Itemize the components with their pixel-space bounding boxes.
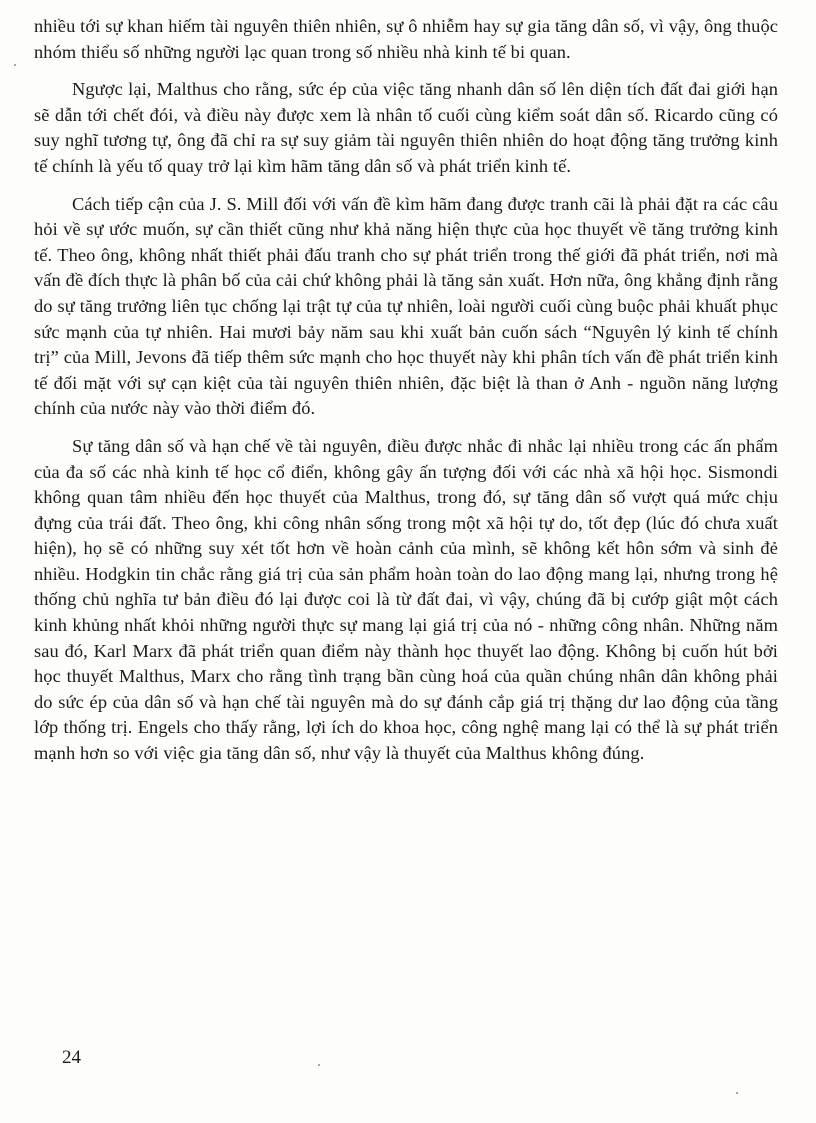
body-text [34,14,778,779]
scan-speck [318,1064,320,1066]
page-number: 24 [62,1047,81,1068]
paragraph-continuation: nhiều tới sự khan hiếm tài nguyên thiên nhiên, sự ô nhiễm hay sự gia tăng dân số, vì vậy, ông thuộc nhóm thiểu số những người lạc quan trong số nhiều nhà kinh tế bi quan. [34,16,778,62]
scan-speck [14,64,16,66]
paragraph-mill-jevons: Cách tiếp cận của J. S. Mill đối với vấn đề kìm hãm đang được tranh cãi là phải đặt ra các câu hỏi về sự ước muốn, sự cần thiết cũng như khả năng hiện thực của học thuyết về tăng trưởng kinh tế. Theo ông, không nhất thiết phải đấu tranh cho sự phát triển trong thế giới đã phát triển, nơi mà vấn đề đích thực là phân bố của cải chứ không phải là tăng sản xuất. Hơn nữa, ông khẳng định rằng do sự tăng trưởng liên tục chống lại trật tự của tự nhiên, loài người cuối cùng buộc phải khuất phục sức mạnh của tự nhiên. Hai mươi bảy năm sau khi xuất bản cuốn sách “Nguyên lý kinh tế chính trị” của Mill, Jevons đã tiếp thêm sức mạnh cho học thuyết này khi phân tích vấn đề phát triển kinh tế đối mặt với sự cạn kiệt của tài nguyên thiên nhiên, đặc biệt là than ở Anh - nguồn năng lượng chính của nước này vào thời điểm đó. [34,193,778,419]
paragraph-sociologists: Sự tăng dân số và hạn chế về tài nguyên, điều được nhắc đi nhắc lại nhiều trong các ấn phẩm của đa số các nhà kinh tế học cổ điển, không gây ấn tượng đối với các nhà xã hội học. Sismondi không quan tâm nhiều đến học thuyết của Malthus, trong đó, sự tăng dân số vượt quá mức chịu đựng của trái đất. Theo ông, khi công nhân sống trong một xã hội tự do, tốt đẹp (lúc đó chưa xuất hiện), họ sẽ có những suy xét tốt hơn về hoàn cảnh của mình, sẽ không kết hôn sớm và sinh đẻ nhiều. Hodgkin tin chắc rằng giá trị của sản phẩm hoàn toàn do lao động mang lại, nhưng trong hệ thống chủ nghĩa tư bản điều đó lại được coi là từ đất đai, vì vậy, chúng đã bị cướp giật một cách kinh khủng nhất khỏi những người thực sự mang lại giá trị của nó - những công nhân. Những năm sau đó, Karl Marx đã phát triển quan điểm này thành học thuyết lao động. Không bị cuốn hút bởi học thuyết Malthus, Marx cho rằng tình trạng bần cùng hoá của quần chúng nhân dân không phải do sức ép của dân số và hạn chế tài nguyên mà do sự đánh cắp giá trị thặng dư lao động của tầng lớp thống trị. Engels cho thấy rằng, lợi ích do khoa học, công nghệ mang lại có thể là sự phát triển mạnh hơn so với việc gia tăng dân số, như vậy là thuyết của Malthus không đúng. [34,435,778,764]
scan-speck [736,1092,738,1094]
paragraph-malthus-ricardo: Ngược lại, Malthus cho rằng, sức ép của việc tăng nhanh dân số lên diện tích đất đai giới hạn sẽ dẫn tới chết đói, và điều này được xem là nhân tố cuối cùng kiểm soát dân số. Ricardo cũng có suy nghĩ tương tự, ông đã chỉ ra sự suy giảm tài nguyên thiên nhiên do hoạt động tăng trưởng kinh tế chính là yếu tố quay trở lại kìm hãm tăng dân số và phát triển kinh tế. [34,79,778,176]
